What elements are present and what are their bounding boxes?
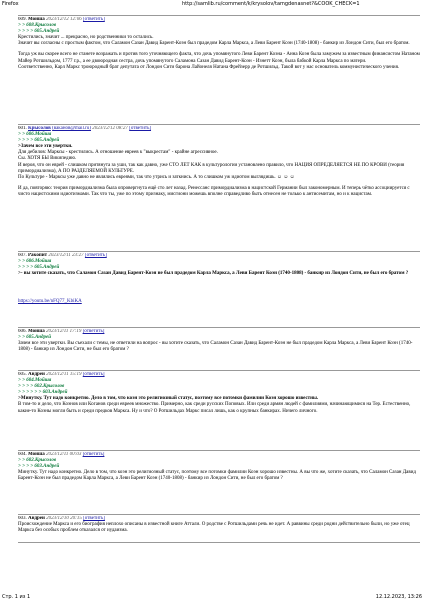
comment-text: Для дебилов: Марксы - крестились. А отношение евреев к "выкрестам" - крайне агрессивное. [18, 150, 218, 156]
quote-ref[interactable]: > > 602.Крысолов [18, 458, 57, 464]
author-name[interactable]: Андрей [28, 516, 45, 521]
author-name[interactable]: Андрей [28, 372, 45, 377]
comment-603: 603. Андрей 2023/12/10 20:15 [ответить] Происхождение Маркса и его биография неплохо описаны в известной книге Аттали. О родстве с Ротшильдами речь не идет. А раввины среди родни действительно были, но уже отец Маркса без особых проблем отказался от иудаизма. [18, 516, 420, 534]
author-name[interactable]: Мойша [28, 17, 45, 22]
page-url[interactable]: http://samlib.ru/comment/k/krysolov/tamgdenasnet?&COOK_CHECK=1 [182, 1, 360, 7]
comment-609: 609. Мойша 2023/12/12 12:06 [ответить] > > 608.Крысолов > > > > 605.Андрей Крестились, значит ... прекрасно, но родственники то остались. Значит вы согласны с простым фактом, что Саламон Сазан Давид Барент-Коэн был прадедом Карла Маркса, а Леви Барент Коэн (1740-1808) - банкир из Лондон Сити, был его братом. Тогда уж вы скорее всего не станете возражать и против того уточняющего факта, что дочь упомянутого Леви Барент Коэна - Анна Коэн была замужем за известным финансистом Натаном Майер Ротшильдом, 1777 г.р., а ее двоюродная сестра, дочь упомянутого Саламона Сазан Давид Барент-Коэн - Изнетт Коэн, была бабкой Карла Маркса по матери. Соответственно, Карл Маркс троюродный брат депутата от Лондон Сити барона Лайонеля Натана Фрейзерр де Ротшильд. Такой вот у нас основатель коммунистического учения. [18, 17, 420, 70]
reply-link[interactable]: [ответить] [82, 452, 105, 457]
author-name[interactable]: Ракопит [28, 253, 48, 258]
comment-text: Сы. ХОТЯ БЫ Википедию. [18, 156, 77, 162]
youtube-link[interactable]: https://youtu.be/nFQ77_KbiKA [18, 299, 82, 305]
browser-header [2, 0, 422, 7]
post-divider [18, 542, 420, 543]
comment-607: 607. Ракопит 2023/12/11 23:27 [ответить] > > 606.Мойша > > > > 605.Андрей >- вы хотите сказать, что Саламон Сазан Давид Барент-Коэн не был прадедом Карла Маркса, а Леви Барент Коэн (1740-1808) - банкир из Лондон Сити, не был его братом ? https://youtu.be/nFQ77_KbiKA [18, 253, 420, 305]
quote-ref[interactable]: > > > > 605.Андрей [18, 265, 60, 271]
comment-date: 2023/12/11 00:03 [46, 452, 82, 457]
comment-date: 2023/12/12 08:27 [92, 126, 128, 131]
quote-ref[interactable]: > > 605.Андрей [18, 335, 52, 341]
print-date: 12.12.2023, 13:26 [375, 594, 422, 600]
browser-title: Firefox [2, 1, 19, 7]
quote-ref[interactable]: > > > > 605.Андрей [18, 29, 60, 35]
comment-601: 601. Крысолов (ваканов@mail.ru) 2023/12/12 08:27 [ответить] > > 606.Мойша > > > > 605.Андрей >Зачем все эти увертки. Для дебилов: Марксы - крестились. А отношение евреев к "выкрестам" - крайне агрессивное. Сы. ХОТЯ БЫ Википедию. И вероя, что он еврей - слишком притянута за уши, так как давно, уже СТО ЛЕТ КАК в культурологии установлено правило, что НАЦИЯ ОПРЕДЕЛЯЕТСЯ НЕ ПО КРОВИ (теория примордиализма), А ПО РАЗДЕЛЯЕМОЙ КУЛЬТУРЕ. По Культуре - Марксы уже давно не являлись евреями, так что утрись и заткнись. А то слишком уж идиотом выглядишь. ☺ ☺ ☺ И да, повторяю: теория примордиализма была опровергнута ещё сто лет назад. Ренессанс примордиализма в нацистской Германии был закономерным. И теперь чётко ассоциируется с чисто нацистскими идиотизмами. Так что ты, уже по этому признаку, мисгиони можешь вполне справедливо быть отнесен не только к антисемитам, но и к нацистам. [18, 126, 420, 198]
comment-text: И вероя, что он еврей - слишком притянута за уши, так как давно, уже СТО ЛЕТ КАК в культурологии установлено правило, что НАЦИЯ ОПРЕДЕЛЯЕТСЯ НЕ ПО КРОВИ (теория примордиализма), А ПО РАЗДЕЛЯЕМОЙ КУЛЬТУРЕ. [18, 162, 405, 174]
post-divider [18, 514, 420, 515]
author-name[interactable]: Мойша [28, 452, 45, 457]
quoted-lead: >Минутку. Тут надо конкретно. Дело в том, что коэн это религиозный статус, поэтому все потомки фамилии Коэн хорошо известны. [18, 396, 319, 402]
comment-date: 2023/12/11 17:19 [46, 329, 82, 334]
comment-text: По Культуре - Марксы уже давно не являлись евреями, так что утрись и заткнись. А то слишком уж идиотом выглядишь. ☺ ☺ ☺ [18, 174, 295, 180]
comment-text: Соответственно, Карл Маркс троюродный брат депутата от Лондон Сити барона Лайонеля Натана Фрейзерр де Ротшильд. Такой вот у нас основатель коммунистического учения. [18, 64, 400, 70]
comment-text: И да, повторяю: теория примордиализма была опровергнута ещё сто лет назад. Ренессанс примордиализма в нацистской Германии был закономерным. И теперь чётко ассоциируется с чисто нацистскими идиотизмами. Так что ты, уже по этому признаку, мисгиони можешь вполне справедливо быть отнесен не только к антисемитам, но и к нацистам. [18, 185, 410, 197]
reply-link[interactable]: [ответить] [83, 516, 105, 521]
author-name[interactable]: Крысолов [28, 126, 51, 131]
comment-606: 606. Мойша 2023/12/11 17:19 [ответить] > > 605.Андрей Зачем все эти увертки. Вы съехали с темы, не ответили на вопрос - вы хотите сказать, что Саламон Сазан Давид Барент-Коэн не был прадедом Карла Маркса, а Леви Барент Коэн (1740-1808) - банкир из Лондон Сити, не был его братом ? [18, 329, 420, 353]
author-email[interactable]: (ваканов@mail.ru) [52, 126, 91, 131]
comment-date: 2023/12/11 15:19 [46, 372, 82, 377]
quoted-lead: >Зачем все эти увертки. [18, 144, 73, 150]
post-divider [18, 124, 420, 125]
print-footer [2, 593, 422, 600]
reply-link[interactable]: [ответить] [82, 329, 105, 334]
reply-link[interactable]: [ответить] [84, 253, 107, 258]
comment-text: В том-то и дело, что Коэнов или Коганов среди евреев множество. Примерно, как среди русских Поповых. Или среди армян людей с фамилиями, начинающимися на Тер. Естественно, какие-то Коэны могли быть и среди предков Маркса. Ну и что? О Ротшильдах Маркс писал лишь, как о крупных банкирах. Ничего личного. [18, 402, 411, 414]
quote-ref[interactable]: > > > > 603.Андрей [18, 464, 60, 470]
quoted-lead: >- вы хотите сказать, что Саламон Сазан Давид Барент-Коэн не был прадедом Карла Маркса, а Леви Барент Коэн (1740-1808) - банкир из Лондон Сити, не был его братом ? [18, 271, 409, 277]
comment-text: Значит вы согласны с простым фактом, что Саламон Сазан Давид Барент-Коэн был прадедом Карла Маркса, а Леви Барент Коэн (1740-1808) - банкир из Лондон Сити, был его братом. [18, 41, 410, 47]
comment-text: Крестились, значит ... прекрасно, но родственники то остались. [18, 35, 154, 41]
quote-ref[interactable]: > > > > 605.Андрей [18, 138, 60, 144]
quote-ref[interactable]: > > 606.Мойша [18, 132, 52, 138]
comment-text: Тогда уж вы скорее всего не станете возражать и против того уточняющего факта, что дочь упомянутого Леви Барент Коэна - Анна Коэн была замужем за известным финансистом Натаном Майер Ротшильдом, 1777 г.р., а ее двоюродная сестра, дочь упомянутого Саламона Сазан Давид Барент-Коэн - Изнетт Коэн, была бабкой Карла Маркса по матери. [18, 52, 420, 64]
comment-date: 2023/12/12 12:06 [46, 17, 82, 22]
quote-ref[interactable]: > > > > > > 603.Андрей [18, 390, 68, 396]
comment-date: 2023/12/10 20:15 [46, 516, 82, 521]
post-divider [18, 450, 420, 451]
quote-ref[interactable]: > > 604.Мойша [18, 378, 52, 384]
quote-ref[interactable]: > > 608.Крысолов [18, 23, 57, 29]
reply-link[interactable]: [ответить] [82, 372, 105, 377]
post-divider [18, 370, 420, 371]
comment-date: 2023/12/11 23:27 [48, 253, 84, 258]
reply-link[interactable]: [ответить] [82, 17, 105, 22]
post-divider [18, 327, 420, 328]
comment-text: Происхождение Маркса и его биография неплохо описаны в известной книге Аттали. О родстве с Ротшильдами речь не идет. А раввины среди родни действительно были, но уже отец Маркса без особых проблем отказался от иудаизма. [18, 522, 410, 534]
comment-604: 604. Мойша 2023/12/11 00:03 [ответить] > > 602.Крысолов > > > > 603.Андрей Минутку. Тут надо конкретно. Дело в том, что коэн это религиозный статус, поэтому все потомки фамилии Коэн хорошо известны. А вы что же, хотите сказать, что Саламон Сазан Давид Барент-Коэн не был прадедом Карла Маркса, а Леви Барент Коэн (1740-1808) - банкир из Лондон Сити, не был его братом ? [18, 452, 420, 482]
comment-text: Зачем все эти увертки. Вы съехали с темы, не ответили на вопрос - вы хотите сказать, что Саламон Сазан Давид Барент-Коэн не был прадедом Карла Маркса, а Леви Барент Коэн (1740-1808) - банкир из Лондон Сити, не был его братом ? [18, 341, 413, 353]
comment-605: 605. Андрей 2023/12/11 15:19 [ответить] > > 604.Мойша > > > > 602.Крысолов > > > > > > 603.Андрей >Минутку. Тут надо конкретно. Дело в том, что коэн это религиозный статус, поэтому все потомки фамилии Коэн хорошо известны. В том-то и дело, что Коэнов или Коганов среди евреев множество. Примерно, как среди русских Поповых. Или среди армян людей с фамилиями, начинающимися на Тер. Естественно, какие-то Коэны могли быть и среди предков Маркса. Ну и что? О Ротшильдах Маркс писал лишь, как о крупных банкирах. Ничего личного. [18, 372, 420, 415]
post-divider [18, 251, 420, 252]
page-number: Стр. 1 из 1 [2, 594, 31, 600]
post-divider [18, 15, 420, 16]
quote-ref[interactable]: > > 606.Мойша [18, 259, 52, 265]
quote-ref[interactable]: > > > > 602.Крысолов [18, 384, 65, 390]
reply-link[interactable]: [ответить] [129, 126, 152, 131]
author-name[interactable]: Мойша [28, 329, 45, 334]
comment-text: Минутку. Тут надо конкретно. Дело в том, что коэн это религиозный статус, поэтому все потомки фамилии Коэн хорошо известны. А вы что же, хотите сказать, что Саламон Сазан Давид Барент-Коэн не был прадедом Карла Маркса, а Леви Барент Коэн (1740-1808) - банкир из Лондон Сити, не был его братом ? [18, 470, 416, 482]
